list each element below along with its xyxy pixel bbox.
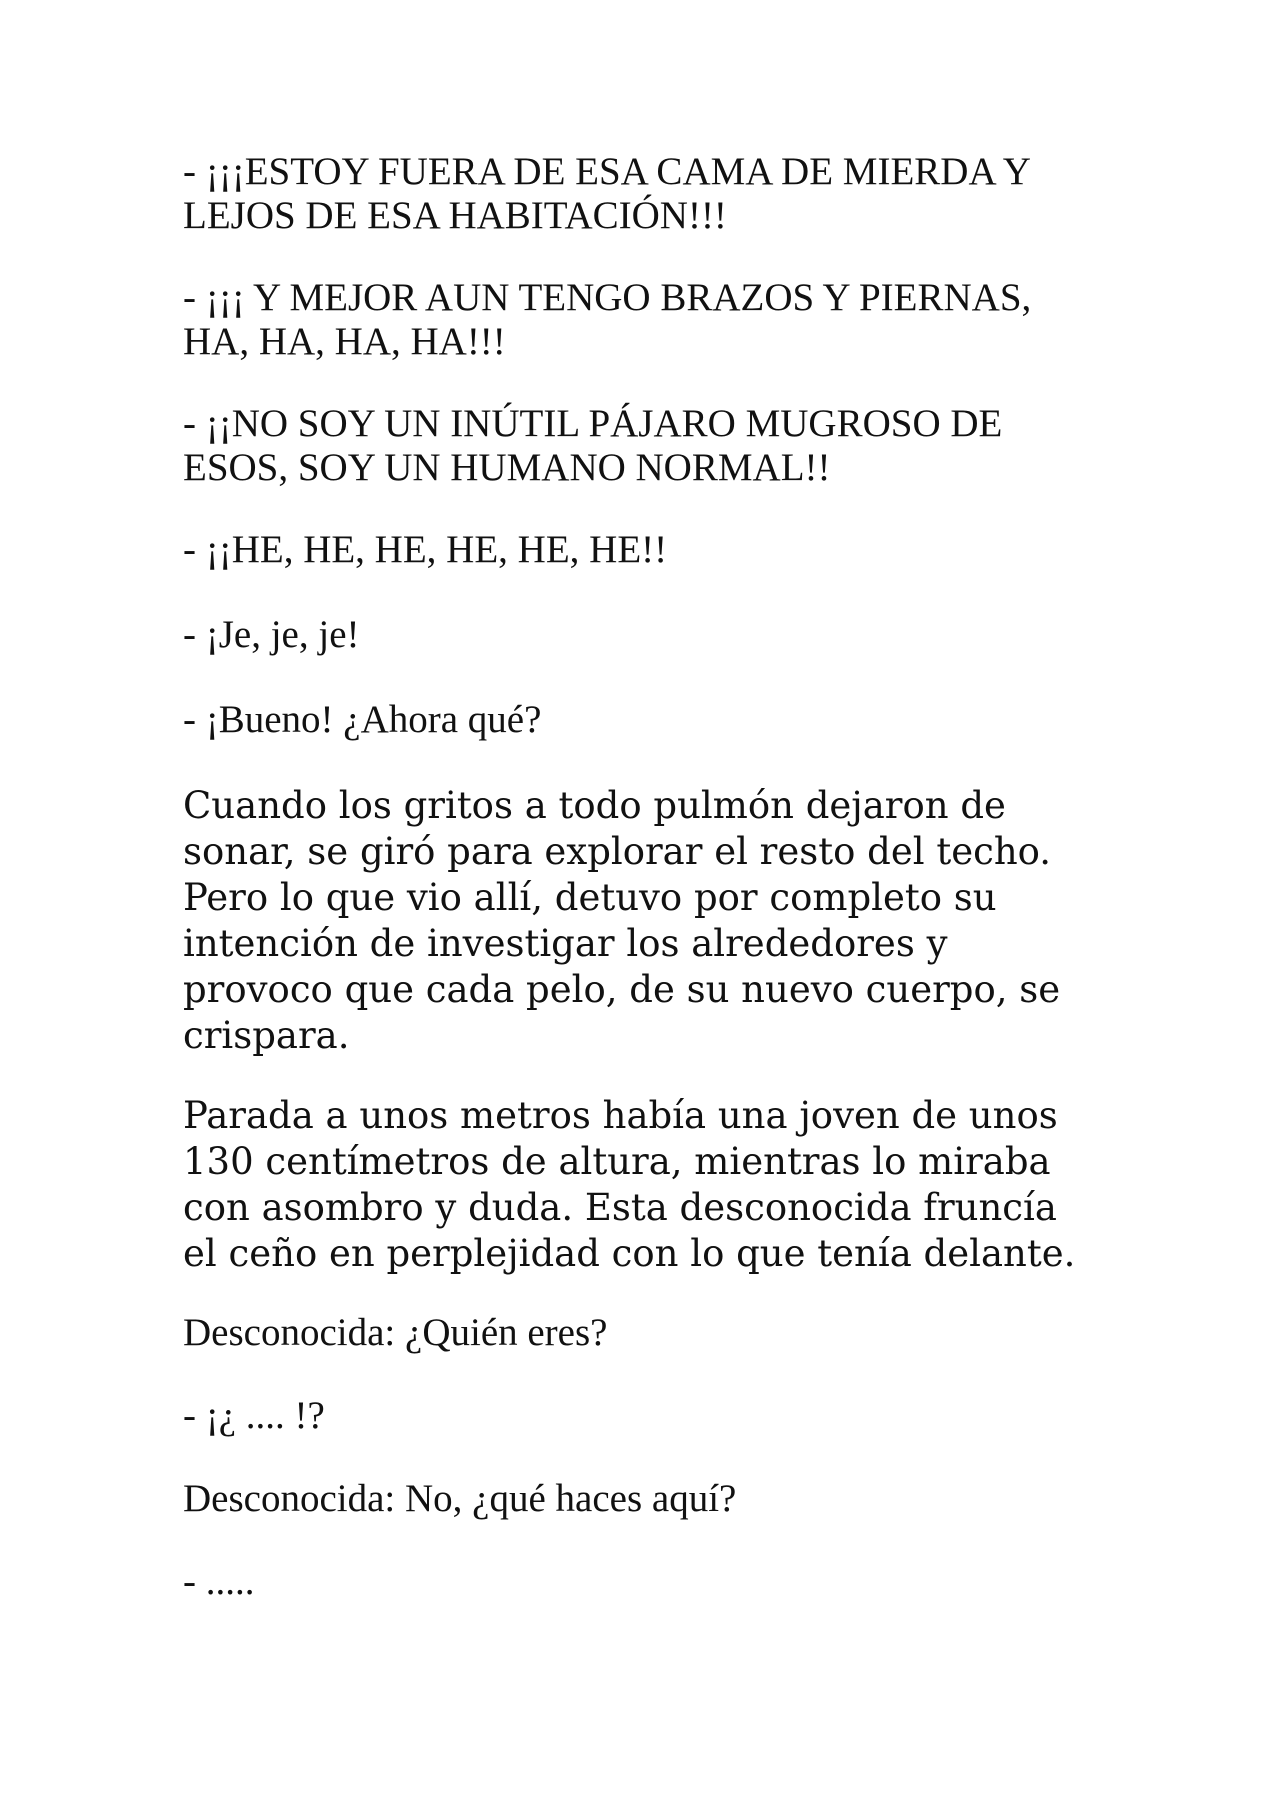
text-block-2 [183, 276, 1103, 364]
text-line: Desconocida: No, ¿qué haces aquí? [183, 1477, 737, 1520]
text-line: provoco que cada pelo, de su nuevo cuerpo, se [183, 968, 1061, 1011]
text-block-5 [183, 613, 1103, 657]
text-line: HA, HA, HA, HA!!! [183, 320, 506, 363]
text-line: el ceño en perplejidad con lo que tenía delante. [183, 1232, 1076, 1275]
text-line: Cuando los gritos a todo pulmón dejaron de [183, 784, 1006, 827]
dialogue-line-4 [183, 1560, 1103, 1604]
dialogue-line-3 [183, 1477, 1103, 1521]
text-line: - ¡¡HE, HE, HE, HE, HE, HE!! [183, 528, 668, 571]
dialogue-line-2 [183, 1394, 1103, 1438]
text-block-3 [183, 402, 1103, 490]
text-line: - ¡¡¡ESTOY FUERA DE ESA CAMA DE MIERDA Y [183, 150, 1031, 193]
text-line: ESOS, SOY UN HUMANO NORMAL!! [183, 446, 831, 489]
text-line: con asombro y duda. Esta desconocida fruncía [183, 1186, 1057, 1229]
text-block-4 [183, 528, 1103, 572]
text-line: sonar, se giró para explorar el resto del techo. [183, 830, 1052, 873]
text-block-6 [183, 698, 1103, 742]
text-line: - ¡¡¡ Y MEJOR AUN TENGO BRAZOS Y PIERNAS, [183, 276, 1032, 319]
text-line: - ..... [183, 1560, 255, 1603]
narrative-paragraph-1 [183, 783, 1103, 1059]
text-block-1 [183, 150, 1103, 238]
text-line: Pero lo que vio allí, detuvo por completo su [183, 876, 997, 919]
text-line: Desconocida: ¿Quién eres? [183, 1311, 608, 1354]
text-line: - ¡¡NO SOY UN INÚTIL PÁJARO MUGROSO DE [183, 402, 1003, 445]
text-column [183, 150, 1103, 1643]
text-line: - ¡Bueno! ¿Ahora qué? [183, 698, 542, 741]
dialogue-line-1 [183, 1311, 1103, 1355]
text-line: - ¡¿ .... !? [183, 1394, 325, 1437]
text-line: LEJOS DE ESA HABITACIÓN!!! [183, 194, 727, 237]
text-line: Parada a unos metros había una joven de unos [183, 1094, 1058, 1137]
text-line: crispara. [183, 1014, 350, 1057]
text-line: - ¡Je, je, je! [183, 613, 360, 656]
text-line: intención de investigar los alrededores y [183, 922, 948, 965]
narrative-paragraph-2 [183, 1093, 1103, 1277]
text-line: 130 centímetros de altura, mientras lo miraba [183, 1140, 1051, 1183]
